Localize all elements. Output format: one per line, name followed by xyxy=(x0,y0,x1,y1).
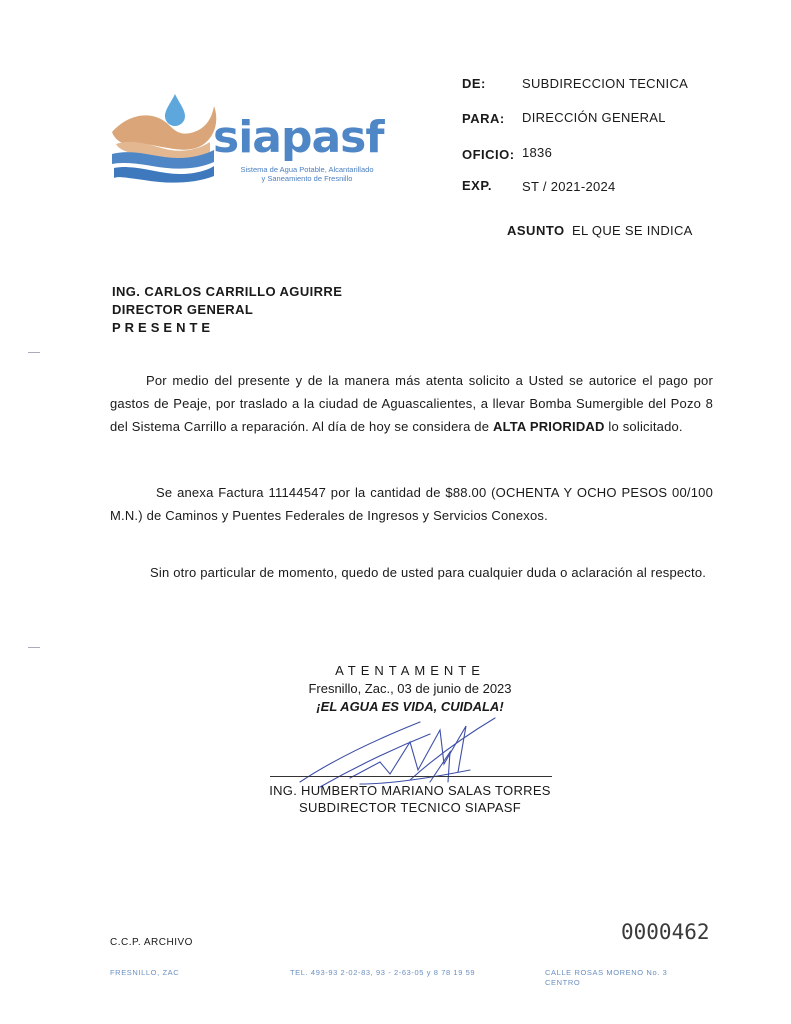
signer-block xyxy=(250,782,570,816)
recipient-name: ING. CARLOS CARRILLO AGUIRRE xyxy=(112,284,343,299)
footer-phones: TEL. 493-93 2-02-83, 93 - 2-63-05 y 8 78 19 59 xyxy=(290,968,476,977)
exp-value: ST / 2021-2024 xyxy=(522,179,616,194)
exp-label: EXP. xyxy=(462,178,492,193)
para-value: DIRECCIÓN GENERAL xyxy=(522,110,666,125)
recipient-position: DIRECTOR GENERAL xyxy=(112,302,254,317)
scan-mark xyxy=(28,647,40,648)
de-label: DE: xyxy=(462,76,486,91)
footer-address-line2: CENTRO xyxy=(545,978,581,987)
para-label: PARA: xyxy=(462,111,505,126)
oficio-value: 1836 xyxy=(522,145,553,160)
footer-address xyxy=(545,968,667,988)
footer-address-line1: CALLE ROSAS MORENO No. 3 xyxy=(545,968,668,977)
ccp-archivo: C.C.P. ARCHIVO xyxy=(110,937,193,948)
logo-subtitle-line1: Sistema de Agua Potable, Alcantarillado xyxy=(240,165,374,174)
recipient-presente: PRESENTE xyxy=(112,320,215,335)
closing-block xyxy=(260,662,560,716)
logo-wordmark: siapasf xyxy=(213,112,384,163)
scan-mark xyxy=(28,352,40,353)
logo-subtitle xyxy=(222,165,392,183)
asunto-label: ASUNTO xyxy=(507,223,565,238)
paragraph-2: Se anexa Factura 11144547 por la cantidad de $88.00 (OCHENTA Y OCHO PESOS 00/100 M.N.) de Caminos y Puentes Federales de Ingresos y Servicios Conexos. xyxy=(110,485,713,523)
recipient-block xyxy=(112,283,342,337)
paragraph-3: Sin otro particular de momento, quedo de usted para cualquier duda o aclaración al respecto. xyxy=(150,565,707,580)
signer-title: SUBDIRECTOR TECNICO SIAPASF xyxy=(299,800,521,815)
closing-place-date: Fresnillo, Zac., 03 de junio de 2023 xyxy=(308,681,512,696)
paragraph-1 xyxy=(110,369,713,438)
logo-subtitle-line2: y Saneamiento de Fresnillo xyxy=(261,174,353,183)
signer-name: ING. HUMBERTO MARIANO SALAS TORRES xyxy=(269,783,551,798)
asunto-value: EL QUE SE INDICA xyxy=(572,223,693,238)
paragraph-1-text: Por medio del presente y de la manera más atenta solicito a Usted se autorice el pago por gastos de Peaje, por traslado a la ciudad de Aguascalientes, a llevar Bomba Sumergible del Pozo 8 del Sistema Carrillo a reparación. Al día de hoy se considera de xyxy=(110,373,713,434)
paragraph-1-end: lo solicitado. xyxy=(604,419,683,434)
oficio-label: OFICIO: xyxy=(462,147,515,162)
closing-motto: ¡EL AGUA ES VIDA, CUIDALA! xyxy=(316,699,504,714)
closing-atentamente: ATENTAMENTE xyxy=(335,663,485,678)
de-value: SUBDIRECCION TECNICA xyxy=(522,76,689,91)
footer-city: FRESNILLO, ZAC xyxy=(110,968,180,977)
folio-number: 0000462 xyxy=(621,920,710,944)
paragraph-1-bold: ALTA PRIORIDAD xyxy=(492,419,605,434)
signature-line xyxy=(270,776,552,777)
